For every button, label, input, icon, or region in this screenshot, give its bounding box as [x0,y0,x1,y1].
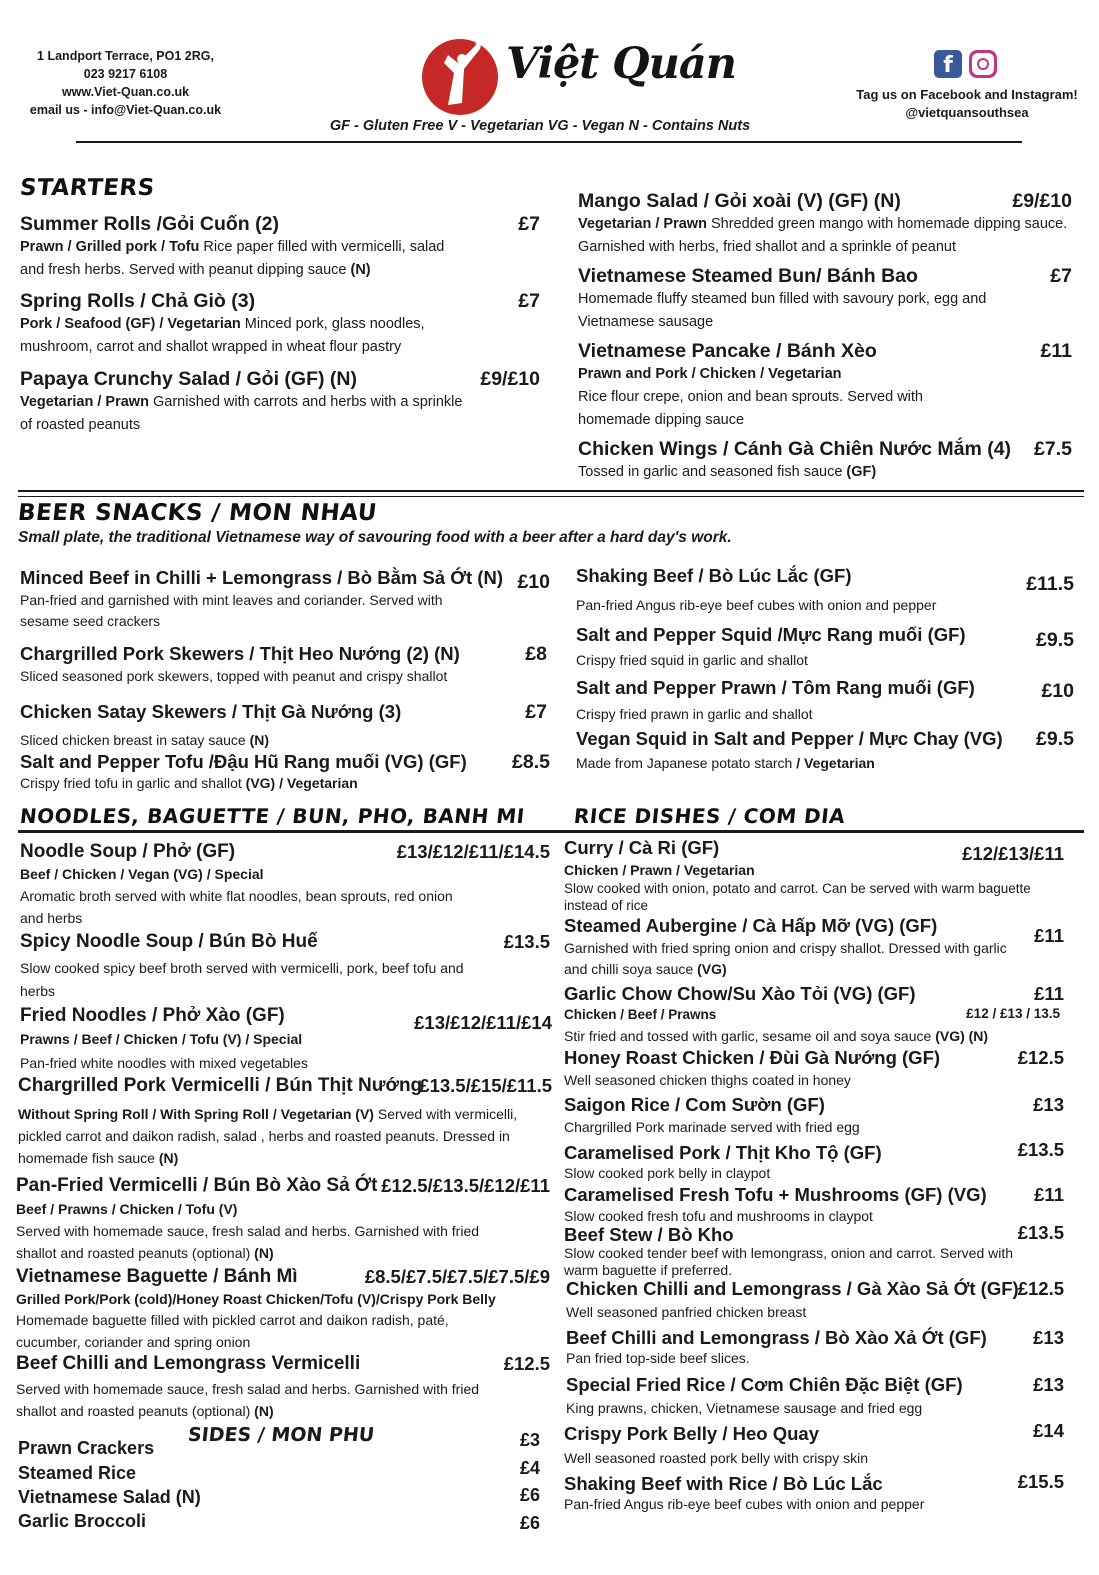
menu-item [566,1277,1064,1324]
website-link[interactable]: www.Viet-Quan.co.uk [61,85,190,99]
logo-wordmark: Việt Quán [506,39,736,89]
item-options: Beef / Chicken / Vegan (VG) / Special [20,866,264,882]
item-price: £8.5 [512,751,550,773]
item-description: Well seasoned roasted pork belly with crispy skin [564,1450,868,1466]
social-block [846,86,1088,122]
item-name: Papaya Crunchy Salad / Gỏi (GF) (N) [20,368,357,390]
section-divider [18,830,1084,833]
menu-item [20,750,550,793]
item-description: Served with vermicelli, pickled carrot and daikon radish, salad , herbs and roasted peanuts. Dressed in homemade fish sauce [18,1106,518,1166]
item-price: £13.5 [1017,1222,1064,1243]
item-description: Pan fried top-side beef slices. [566,1350,750,1366]
item-description: Well seasoned panfried chicken breast [566,1304,807,1320]
item-price: £9.5 [1036,728,1074,750]
item-price: £9.5 [1036,629,1074,651]
section-divider [18,496,1084,497]
item-description: Pan-fried and garnished with mint leaves and coriander. Served with sesame seed crackers [20,592,443,629]
item-price: £13 [1033,1374,1064,1395]
menu-item [564,982,1064,1046]
menu-item [20,566,550,632]
menu-item [20,642,547,687]
menu-item [20,289,540,359]
item-description: Crispy fried squid in garlic and shallot [576,652,808,668]
brand-logo [418,33,736,118]
side-item-price: £6 [520,1485,541,1505]
section-title-starters: STARTERS [18,175,156,201]
item-name: Vegan Squid in Salt and Pepper / Mực Chay (VG) [576,728,1003,749]
item-description: Crispy fried prawn in garlic and shallot [576,706,813,722]
email-link[interactable]: email us - info@Viet-Quan.co.uk [29,103,222,117]
item-price: £11 [1040,340,1072,362]
item-options-price: £12 / £13 / 13.5 [966,1006,1060,1021]
item-price: £11 [1034,1184,1064,1205]
menu-item [564,1222,1064,1279]
menu-item [20,212,540,282]
item-price: £9/£10 [1012,190,1072,212]
item-description: Homemade fluffy steamed bun filled with savoury pork, egg and Vietnamese sausage [578,291,987,330]
item-description: Slow cooked with onion, potato and carrot. Can be served with warm baguette instead of rice [564,881,1031,913]
menu-item [578,189,1072,259]
menu-item [576,623,1074,671]
item-options: Prawn and Pork / Chicken / Vegetarian [578,366,842,382]
item-name: Vietnamese Pancake / Bánh Xèo [578,340,877,362]
item-options: Chicken / Prawn / Vegetarian [564,862,755,878]
item-description: Sliced chicken breast in satay sauce [20,732,250,748]
item-price: £13.5 [503,931,550,952]
item-name: Honey Roast Chicken / Đùi Gà Nướng (GF) [564,1047,941,1068]
item-name: Spring Rolls / Chả Giò (3) [20,290,256,312]
item-price: £11 [1034,983,1064,1004]
item-name: Chargrilled Pork Skewers / Thịt Heo Nướng (2) (N) [20,643,460,664]
item-description: Rice paper filled with vermicelli, salad and fresh herbs. Served with peanut dipping sauce [20,239,445,278]
item-name: Minced Beef in Chilli + Lemongrass / Bò Bằm Sả Ớt (N) [20,567,503,588]
item-price: £15.5 [1017,1471,1064,1492]
item-description: Pan-fried Angus rib-eye beef cubes with onion and pepper [576,597,937,613]
item-name: Chicken Wings / Cánh Gà Chiên Nước Mắm (4) [578,438,1012,460]
item-price: £13.5/£15/£11.5 [419,1075,552,1096]
item-price: £13/£12/£11/£14 [414,1012,552,1033]
item-name: Spicy Noodle Soup / Bún Bò Huế [20,931,318,952]
item-description: Made from Japanese potato starch [576,755,797,771]
menu-item [564,1141,1064,1181]
item-name: Salt and Pepper Prawn / Tôm Rang muối (GF) [576,677,975,698]
item-description: Garnished with fried spring onion and crispy shallot. Dressed with garlic and chilli soya sauce [564,940,1007,977]
menu-item [20,1004,552,1076]
item-description: Pan-fried Angus rib-eye beef cubes with onion and pepper [564,1496,925,1512]
item-options: Vegetarian / Prawn [20,394,149,410]
item-name: Saigon Rice / Com Sườn (GF) [564,1094,825,1115]
menu-item [564,1472,1064,1512]
item-tag: / Vegetarian [796,755,875,771]
item-price: £8 [525,643,547,665]
menu-item [20,367,540,437]
section-title-sides: SIDES / MON PHU [186,1424,376,1446]
side-item-price: £4 [520,1458,541,1478]
item-price: £13/£12/£11/£14.5 [396,841,550,862]
menu-item [20,930,550,1003]
side-item-price: £3 [520,1430,541,1450]
item-description: Slow cooked fresh tofu and mushrooms in claypot [564,1208,873,1224]
menu-item [16,1265,550,1353]
item-tag: (VG) [697,961,727,977]
item-price: £12.5 [1017,1047,1064,1068]
item-name: Salt and Pepper Tofu /Đậu Hũ Rang muối (VG) (GF) [20,751,467,772]
item-name: Pan-Fried Vermicelli / Bún Bò Xào Sả Ớt [16,1175,378,1196]
side-item-name: Vietnamese Salad (N) [18,1487,201,1507]
contact-block [18,47,233,119]
item-name: Noodle Soup / Phở (GF) [20,841,236,862]
item-description: Well seasoned chicken thighs coated in honey [564,1072,851,1088]
item-description: Sliced seasoned pork skewers, topped with peanut and crispy shallot [20,668,448,684]
item-description: Rice flour crepe, onion and bean sprouts. Served with homemade dipping sauce [578,389,923,428]
item-description: Slow cooked tender beef with lemongrass, onion and carrot. Served with warm baguette if preferred. [564,1245,1014,1278]
item-price: £7 [518,290,540,312]
item-price: £7 [518,213,540,235]
item-price: £12.5/£13.5/£12/£11 [381,1175,550,1196]
item-price: £8.5/£7.5/£7.5/£7.5/£9 [364,1266,550,1287]
item-name: Garlic Chow Chow/Su Xào Tỏi (VG) (GF) [564,983,916,1004]
item-description: Slow cooked spicy beef broth served with vermicelli, pork, beef tofu and herbs [20,960,464,999]
menu-item [566,1326,1064,1366]
item-description: Tossed in garlic and seasoned fish sauce [578,464,847,480]
menu-item [20,840,550,929]
item-options: Grilled Pork/Pork (cold)/Honey Roast Chicken/Tofu (V)/Crispy Pork Belly [16,1291,496,1307]
item-description: Homemade baguette filled with pickled carrot and daikon radish, paté, cucumber, coriander and spring onion [16,1312,449,1350]
item-tag: (GF) [846,464,877,480]
item-description: Aromatic broth served with white flat noodles, bean sprouts, red onion and herbs [20,888,453,926]
item-description: Slow cooked pork belly in claypot [564,1165,771,1181]
logo-mark-icon [418,33,508,118]
item-name: Salt and Pepper Squid /Mực Rang muối (GF) [576,624,966,645]
menu-item [564,1183,1064,1226]
menu-item [20,700,547,751]
item-name: Curry / Cà Ri (GF) [564,837,720,858]
item-name: Chargrilled Pork Vermicelli / Bún Thịt Nướng [18,1075,423,1096]
item-name: Shaking Beef with Rice / Bò Lúc Lắc [564,1473,883,1494]
item-tag: (VG) (N) [935,1028,989,1044]
menu-item [564,1422,1064,1471]
side-item-price: £6 [520,1513,541,1533]
menu-item [566,1373,1064,1419]
item-description: Shredded green mango with homemade dipping sauce. Garnished with herbs, fried shallot and a sprinkle of peanut [578,216,1068,255]
item-name: Steamed Aubergine / Cà Hấp Mỡ (VG) (GF) [564,915,938,936]
menu-item [578,264,1072,334]
item-price: £12.5 [1017,1278,1064,1299]
item-description: Served with homemade sauce, fresh salad and herbs. Garnished with fried shallot and roasted peanuts (optional) [16,1223,480,1261]
item-description: Minced pork, glass noodles, mushroom, carrot and shallot wrapped in wheat flour pastry [20,316,425,355]
item-price: £14 [1033,1420,1064,1441]
item-options: Beef / Prawns / Chicken / Tofu (V) [16,1201,238,1217]
instagram-icon[interactable] [969,50,997,78]
menu-item [578,437,1072,484]
item-description: Crispy fried tofu in garlic and shallot [20,775,246,791]
item-name: Crispy Pork Belly / Heo Quay [564,1423,819,1444]
item-price: £12/£13/£11 [962,843,1064,864]
facebook-icon[interactable]: f [934,50,962,78]
side-item-name: Garlic Broccoli [18,1511,147,1531]
item-name: Caramelised Pork / Thịt Kho Tộ (GF) [564,1142,882,1163]
item-price: £7 [525,701,547,723]
item-name: Beef Chilli and Lemongrass / Bò Xào Xả Ớt (GF) [566,1327,987,1348]
item-name: Beef Stew / Bò Kho [564,1224,734,1245]
item-description: Pan-fried white noodles with mixed vegetables [20,1055,308,1071]
item-name: Caramelised Fresh Tofu + Mushrooms (GF) (VG) [564,1184,987,1205]
menu-item [18,1074,552,1169]
menu-item [578,339,1072,432]
side-item-name: Steamed Rice [18,1463,137,1483]
section-title-noodles: NOODLES, BAGUETTE / BUN, PHO, BANH MI [18,804,526,828]
section-divider [18,490,1084,492]
item-price: £10 [1041,680,1074,702]
item-tag: (N) [254,1403,274,1419]
item-name: Shaking Beef / Bò Lúc Lắc (GF) [576,565,852,586]
item-price: £13 [1033,1327,1064,1348]
item-tag: (N) [350,262,371,278]
social-callout: Tag us on Facebook and Instagram! [856,87,1078,102]
item-name: Vietnamese Baguette / Bánh Mì [16,1266,298,1287]
item-options: Without Spring Roll / With Spring Roll / Vegetarian (V) [18,1106,374,1122]
menu-item [564,914,1064,980]
section-subtitle: Small plate, the traditional Vietnamese way of savouring food with a beer after a hard day's work. [18,529,732,546]
item-options: Chicken / Beef / Prawns [564,1007,717,1022]
item-description: Stir fried and tossed with garlic, sesame oil and soya sauce [564,1028,936,1044]
section-title-beer-snacks: BEER SNACKS / MON NHAU [16,500,379,526]
item-price: £11 [1034,925,1064,946]
item-tag: (N) [158,1150,179,1166]
item-name: Chicken Satay Skewers / Thịt Gà Nướng (3) [20,701,402,722]
item-price: £12.5 [503,1353,550,1374]
menu-item [576,564,1074,616]
menu-item [564,1093,1064,1138]
item-name: Summer Rolls /Gỏi Cuốn (2) [20,213,279,235]
dietary-legend: GF - Gluten Free V - Vegetarian VG - Vegan N - Contains Nuts [329,118,751,134]
item-price: £13 [1033,1094,1064,1115]
item-price: £7.5 [1034,438,1072,460]
item-price: £7 [1050,265,1072,287]
item-options: Pork / Seafood (GF) / Vegetarian [20,316,241,332]
item-name: Chicken Chilli and Lemongrass / Gà Xào Sả Ớt (GF) [566,1278,1019,1299]
menu-item [16,1174,550,1264]
item-price: £9/£10 [480,368,540,390]
item-price: £10 [517,571,550,593]
item-price: £11.5 [1026,573,1074,595]
phone-number[interactable]: 023 9217 6108 [83,67,168,81]
social-icons [934,50,1000,80]
item-options: Prawn / Grilled pork / Tofu [20,239,200,255]
item-description: Garnished with carrots and herbs with a sprinkle of roasted peanuts [20,394,463,433]
header-divider [76,141,1022,143]
item-description: King prawns, chicken, Vietnamese sausage and fried egg [566,1400,923,1416]
item-name: Mango Salad / Gỏi xoài (V) (GF) (N) [578,190,901,212]
item-name: Fried Noodles / Phở Xào (GF) [20,1005,285,1026]
item-options: Vegetarian / Prawn [578,216,707,232]
item-description: Served with homemade sauce, fresh salad and herbs. Garnished with fried shallot and roasted peanuts (optional) [16,1381,480,1419]
item-tag: (VG) / Vegetarian [245,775,358,791]
item-tag: (N) [254,1245,274,1261]
section-title-rice: RICE DISHES / COM DIA [572,804,847,828]
menu-item [16,1352,550,1422]
menu-item [576,676,1074,725]
side-item-name: Prawn Crackers [18,1438,155,1458]
item-name: Vietnamese Steamed Bun/ Bánh Bao [578,265,918,287]
item-price: £13.5 [1017,1139,1064,1160]
menu-item [564,836,1064,914]
menu-item [564,1046,1064,1091]
item-tag: (N) [249,732,270,748]
item-name: Beef Chilli and Lemongrass Vermicelli [16,1353,361,1374]
item-description: Chargrilled Pork marinade served with fried egg [564,1119,860,1135]
item-name: Special Fried Rice / Cơm Chiên Đặc Biệt (GF) [566,1374,963,1395]
menu-item [576,727,1074,775]
address-line: 1 Landport Terrace, PO1 2RG, [37,49,214,63]
social-handle[interactable]: @vietquansouthsea [905,105,1029,120]
item-options: Prawns / Beef / Chicken / Tofu (V) / Special [20,1031,303,1047]
